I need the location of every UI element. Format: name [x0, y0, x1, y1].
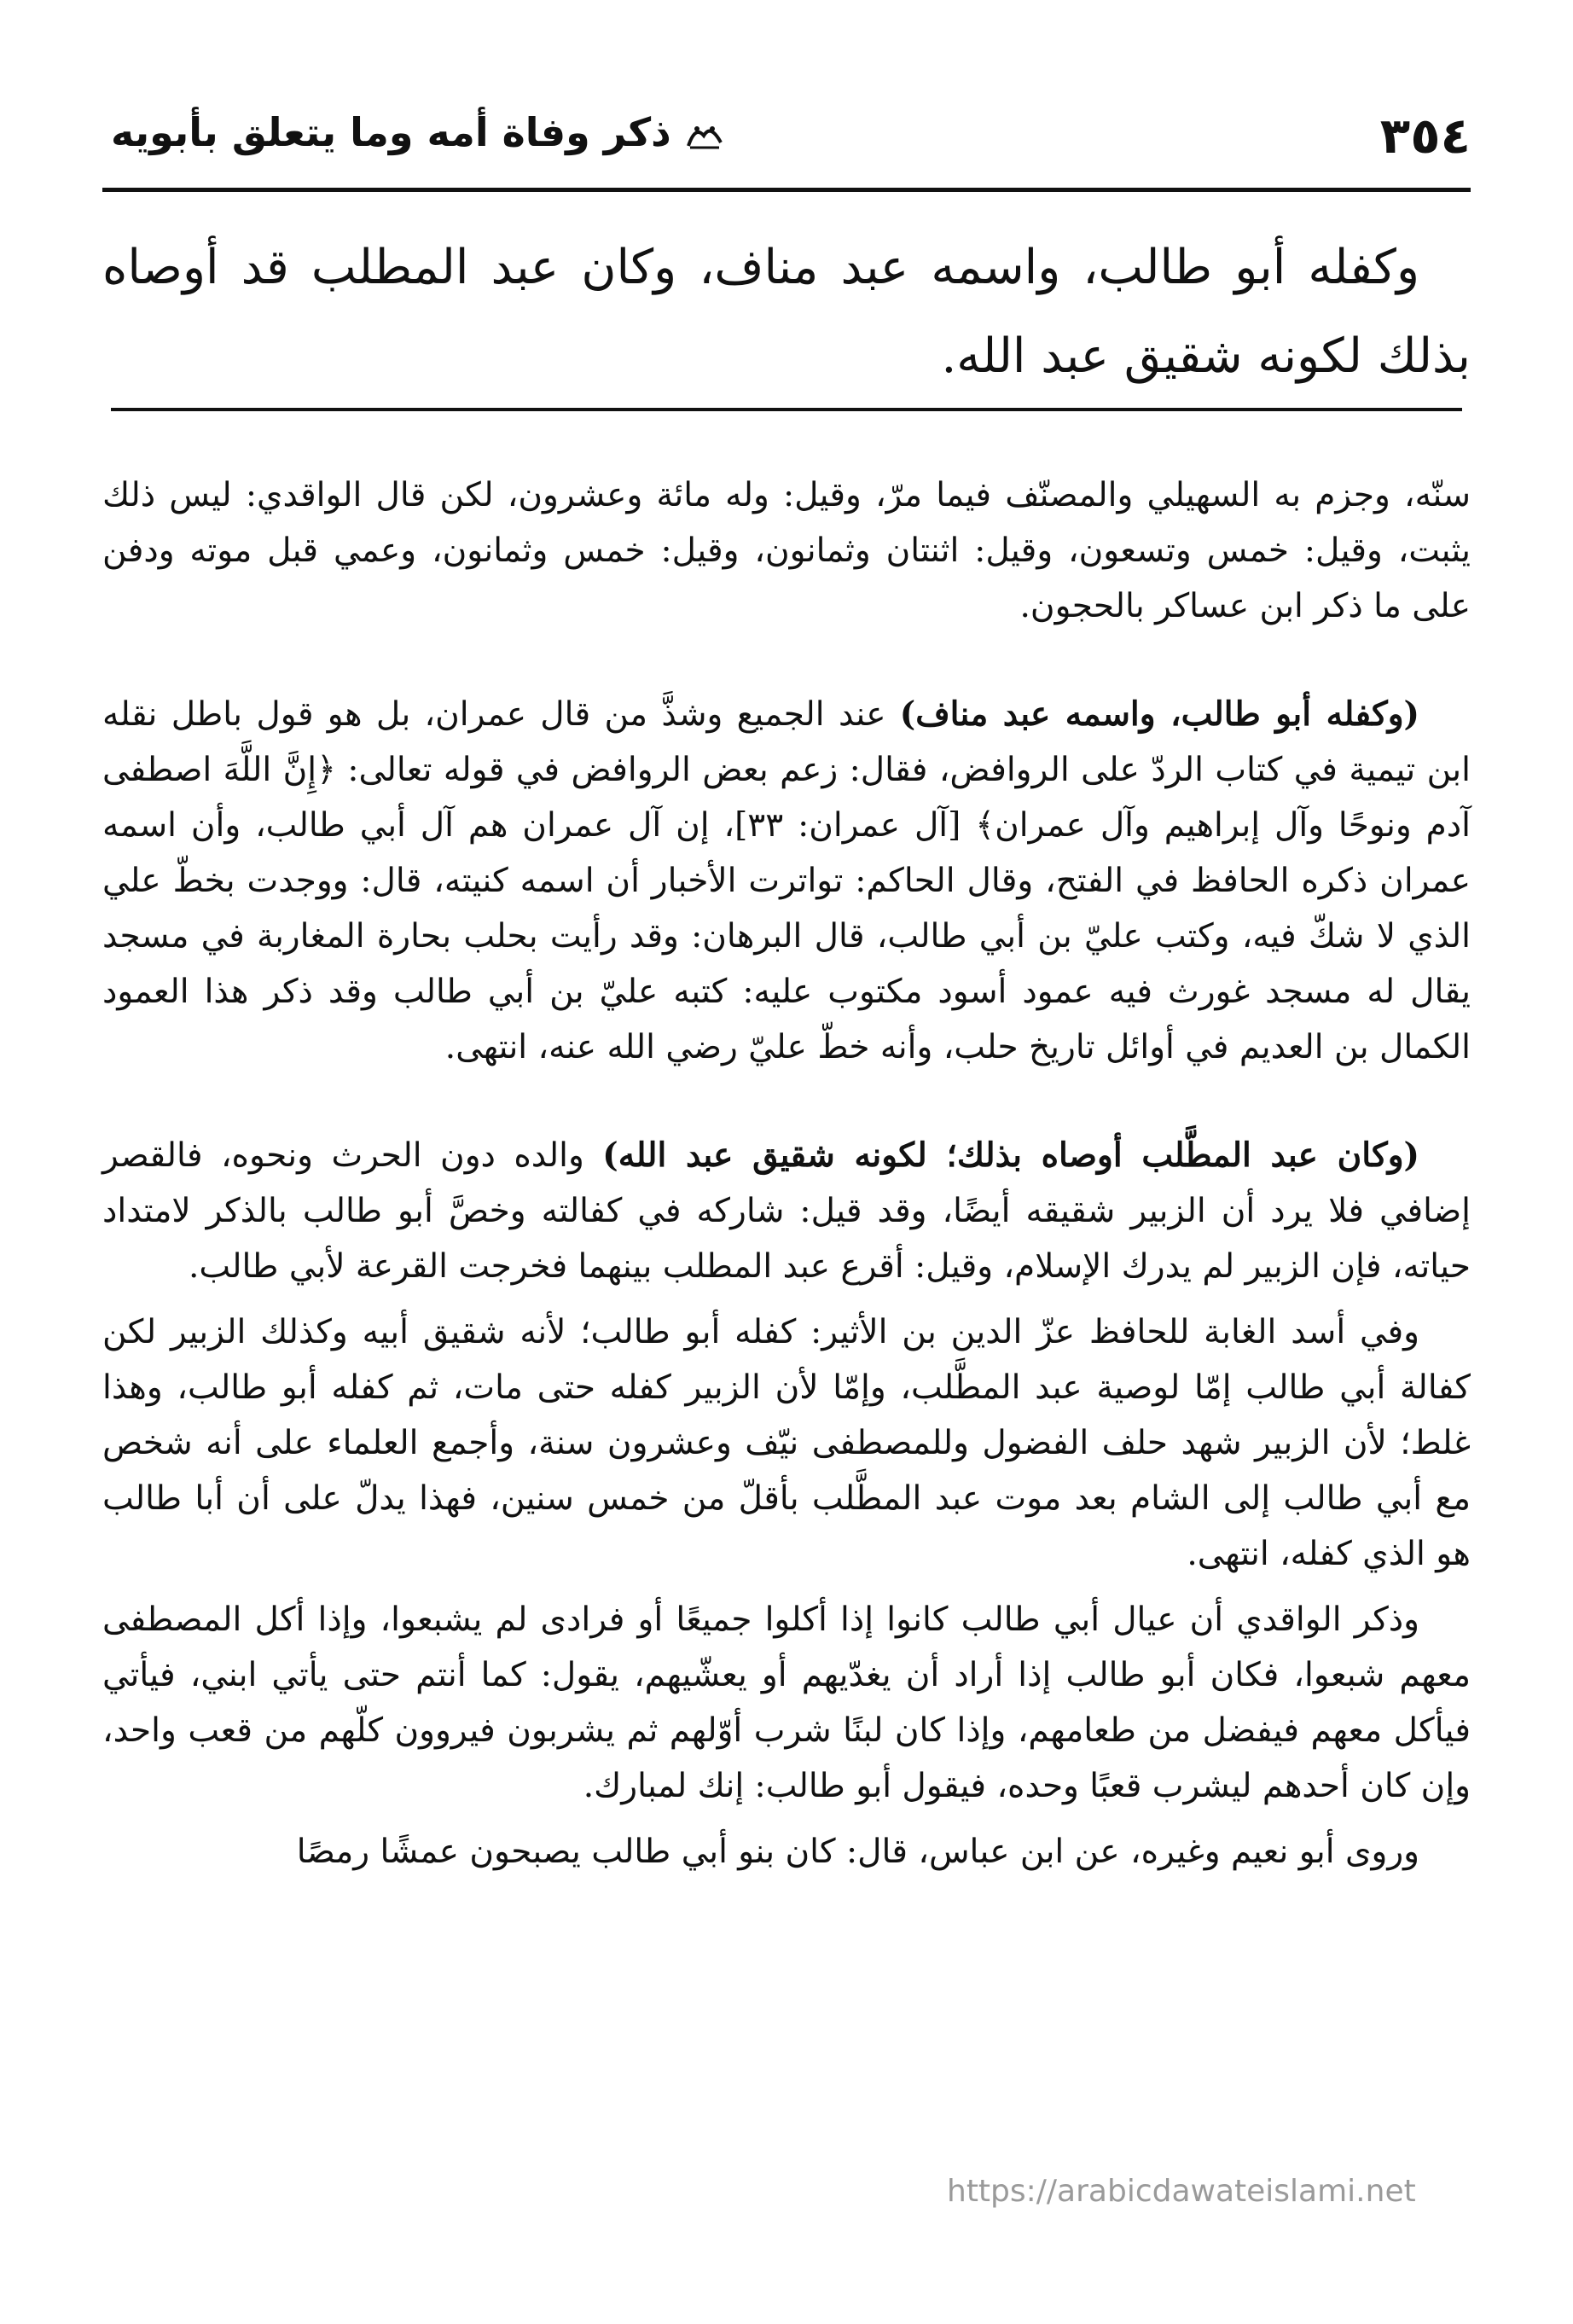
salawat-seal-icon: [685, 120, 724, 151]
running-title: [111, 109, 733, 155]
page-number: ٣٥٤: [1379, 107, 1471, 165]
commentary-paragraph-1: سنّه، وجزم به السهيلي والمصنّف فيما مرّ، وقيل: وله مائة وعشرون، لكن قال الواقدي: ليس ذلك يثبت، وقيل: خمس وتسعون، وقيل: اثنتان وثمانون، وقيل: خمس وثمانون، وعمي قبل موته ودفن على ما ذكر ابن عساكر بالحجون.: [102, 476, 1471, 625]
main-text-paragraph: وكفله أبو طالب، واسمه عبد مناف، وكان عبد المطلب قد أوصاه بذلك لكونه شقيق عبد الله.: [102, 240, 1471, 384]
commentary: [102, 468, 1471, 1890]
running-title-text: ذكر وفاة أمه وما يتعلق بأبويه: [111, 109, 671, 155]
page-header: [102, 94, 1471, 192]
commentary-paragraph-6: وروى أبو نعيم وغيره، عن ابن عباس، قال: كان بنو أبي طالب يصبحون عمشًا رمصًا: [296, 1833, 1419, 1871]
commentary-paragraph-2: [102, 687, 1471, 1075]
commentary-paragraph-5: وذكر الواقدي أن عيال أبي طالب كانوا إذا أكلوا جميعًا أو فرادى لم يشبعوا، وإذا أكل المصطفى معهم شبعوا، فكان أبو طالب إذا أراد أن يغدّيهم أو يعشّيهم، يقول: كما أنتم حتى يأتي ابني، فيأتي فيأكل معهم فيفضل من طعامهم، وإذا كان لبنًا شرب أوّلهم ثم يشربون فيروون كلّهم من قعب واحد، وإن كان أحدهم ليشرب قعبًا وحده، فيقول أبو طالب: إنك لمبارك.: [102, 1601, 1471, 1805]
commentary-text: عند الجميع وشذَّ من قال عمران، بل هو قول باطل نقله ابن تيمية في كتاب الردّ على الروافض، فقال: زعم بعض الروافض في قوله تعالى: ﴿إِنَّ اللَّهَ اصطفى آدم ونوحًا وآل إبراهيم وآل عمران﴾ [آل عمران: ٣٣]، إن آل عمران هم آل أبي طالب، وأن اسمه عمران ذكره الحافظ في الفتح، وقال الحاكم: تواترت الأخبار أن اسمه كنيته، قال: ووجدت بخطّ علي الذي لا شكّ فيه، وكتب عليّ بن أبي طالب، قال البرهان: وقد رأيت بحلب بحارة المغاربة في مسجد يقال له مسجد غورث فيه عمود أسود مكتوب عليه: كتبه عليّ بن أبي طالب وقد ذكر هذا العمود الكمال بن العديم في أوائل تاريخ حلب، وأنه خطّ عليّ رضي الله عنه، انتهى.: [102, 695, 1471, 1066]
lemma-quote: (وكان عبد المطَّلب أوصاه بذلك؛ لكونه شقيق عبد الله): [602, 1136, 1419, 1175]
commentary-text: والده دون الحرث ونحوه، فالقصر إضافي فلا يرد أن الزبير شقيقه أيضًا، وقد قيل: شاركه في كفالته وخصَّ أبو طالب بالذكر لامتداد حياته، فإن الزبير لم يدرك الإسلام، وقيل: أقرع عبد المطلب بينهما فخرجت القرعة لأبي طالب.: [102, 1136, 1471, 1286]
source-watermark: https://arabicdawateislami.net: [947, 2174, 1416, 2209]
main-text: [102, 224, 1471, 401]
commentary-paragraph-4: وفي أسد الغابة للحافظ عزّ الدين بن الأثير: كفله أبو طالب؛ لأنه شقيق أبيه وكذلك الزبير لكن كفالة أبي طالب إمّا لوصية عبد المطَّلب، وإمّا لأن الزبير كفله حتى مات، ثم كفله أبو طالب، وهذا غلط؛ لأن الزبير شهد حلف الفضول وللمصطفى نيّف وعشرون سنة، وأجمع العلماء على أنه شخص مع أبي طالب إلى الشام بعد موت عبد المطَّلب بأقلّ من خمس سنين، فهذا يدلّ على أن أبا طالب هو الذي كفله، انتهى.: [102, 1313, 1471, 1573]
commentary-paragraph-3: [102, 1128, 1471, 1294]
text-divider: [111, 408, 1462, 411]
lemma-quote: (وكفله أبو طالب، واسمه عبد مناف): [899, 694, 1419, 734]
